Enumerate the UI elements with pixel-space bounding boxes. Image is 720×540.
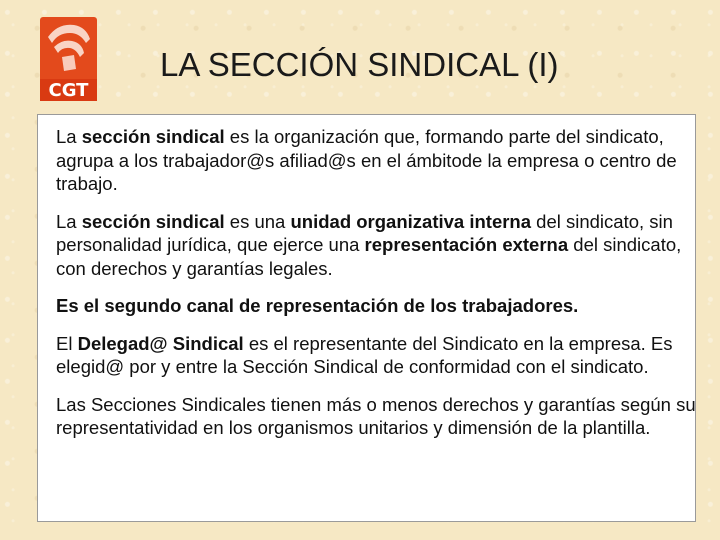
text-run: es una — [224, 210, 291, 232]
paragraph — [56, 393, 696, 440]
paragraph — [56, 210, 696, 281]
text-run-bold: Es el segundo canal de representación de los trabajadores. — [56, 295, 579, 316]
logo-emblem — [40, 17, 97, 79]
cgt-logo — [40, 17, 97, 101]
text-run: es el representante del Sindicato en la empresa. Es elegid@ por y entre la Sección Sindical de conformidad con el sindicato. — [56, 332, 673, 377]
text-run: del sindicato, con derechos y garantías legales. — [56, 234, 682, 279]
text-run-bold: sección sindical — [81, 210, 225, 232]
page-title: LA SECCIÓN SINDICAL (I) — [160, 46, 559, 83]
logo-label-band — [40, 79, 97, 101]
text-run: El — [56, 332, 78, 354]
paragraph — [56, 332, 696, 379]
text-run-bold: representación externa — [364, 234, 569, 255]
text-run: La — [56, 210, 82, 232]
paragraph — [56, 125, 696, 196]
content-box — [37, 114, 696, 522]
text-run-bold: sección sindical — [81, 126, 225, 147]
text-run: La — [56, 126, 82, 147]
text-run: del sindicato, sin personalidad jurídica, que ejerce una — [56, 210, 673, 255]
text-run-bold: Delegad@ Sindical — [77, 332, 244, 354]
paragraph — [56, 294, 696, 318]
logo-fist-icon — [40, 17, 97, 79]
logo-text: CGT — [48, 79, 89, 101]
text-run-bold: unidad organizativa interna — [290, 210, 532, 232]
text-run: es la organización que, formando parte del sindicato, agrupa a los trabajador@s afiliad@s en el ámbitode la empresa o centro de trabajo. — [56, 126, 677, 194]
text-run: Las Secciones Sindicales tienen más o menos derechos y garantías según su representatividad en los organismos unitarios y dimensión de la plantilla. — [56, 393, 696, 438]
